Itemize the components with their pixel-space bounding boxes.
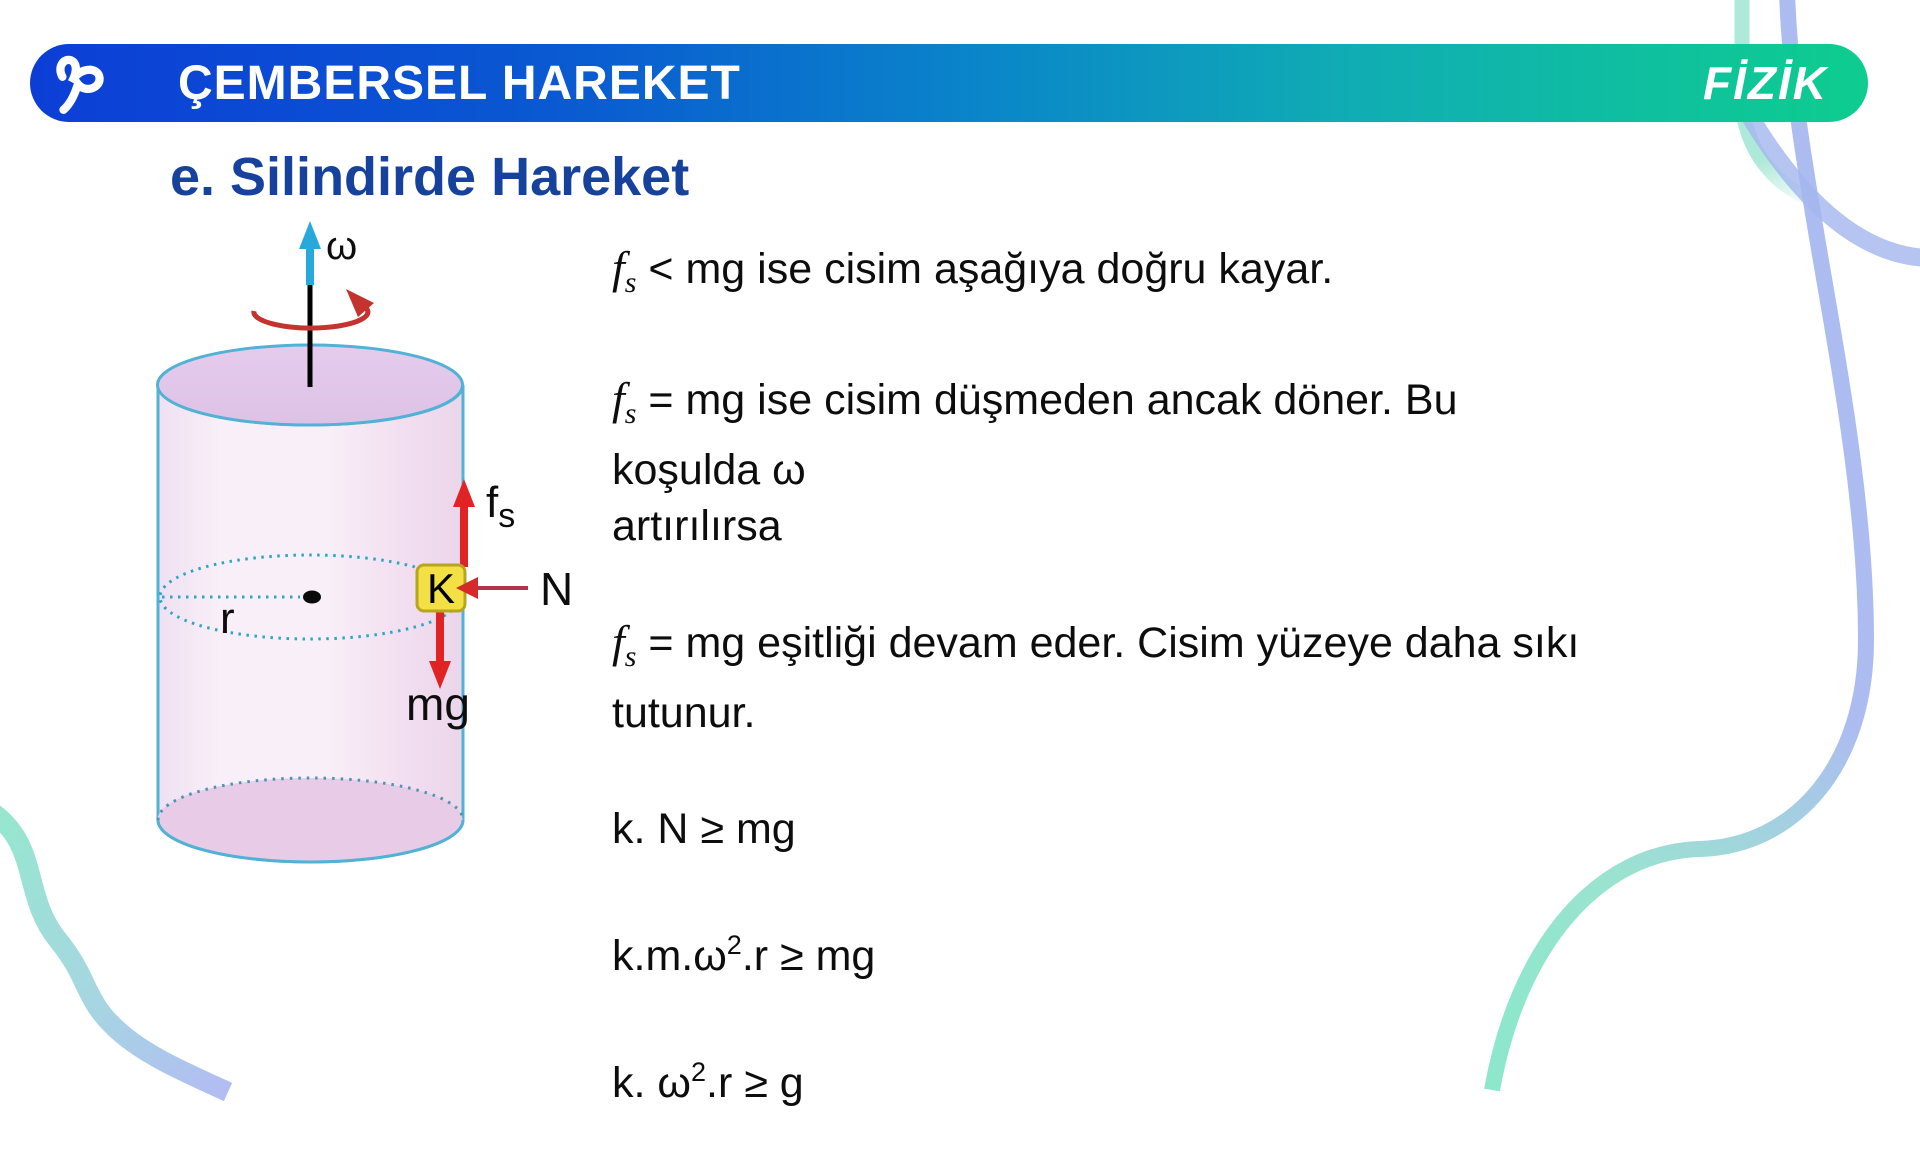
radius-label: r xyxy=(220,594,235,643)
paragraph xyxy=(612,801,1612,857)
paragraph xyxy=(612,371,1612,554)
text-line: $f_s$ = mg eşitliği devam eder. Cisim yüzeye daha sıkı xyxy=(612,616,1580,673)
text-line: $f_s$ = mg ise cisim düşmeden ancak döner. Bu koşulda ω xyxy=(612,373,1458,494)
text-line: k. N ≥ mg xyxy=(612,805,796,853)
header-bar xyxy=(30,44,1868,122)
text-line: $k.m.\omega^2.r$ ≥ mg xyxy=(612,930,876,980)
cylinder-diagram xyxy=(120,215,620,885)
paragraph xyxy=(612,240,1612,311)
content xyxy=(612,240,1612,1171)
section-heading: e. Silindirde Hareket xyxy=(170,147,690,207)
block-label: K xyxy=(426,565,456,612)
paragraph xyxy=(612,917,1612,984)
friction-label: $f_s$ xyxy=(486,478,516,535)
omega-arrow-head xyxy=(299,221,321,249)
subject-badge: FİZİK xyxy=(1703,57,1828,109)
normal-label: N xyxy=(540,563,574,615)
brand-logo-icon xyxy=(48,50,114,116)
paragraph xyxy=(612,1044,1612,1111)
omega-label: ω xyxy=(326,224,358,268)
text-line: k. $\omega^2.r \ge g$ xyxy=(612,1057,804,1107)
center-dot xyxy=(303,591,321,604)
text-line: $f_s$ < mg ise cisim aşağıya doğru kayar. xyxy=(612,242,1334,299)
weight-label: mg xyxy=(406,678,470,730)
text-line: tutunur. xyxy=(612,689,756,737)
text-line: artırılırsa xyxy=(612,502,782,550)
paragraph xyxy=(612,614,1612,741)
page-title: ÇEMBERSEL HAREKET xyxy=(178,56,741,110)
